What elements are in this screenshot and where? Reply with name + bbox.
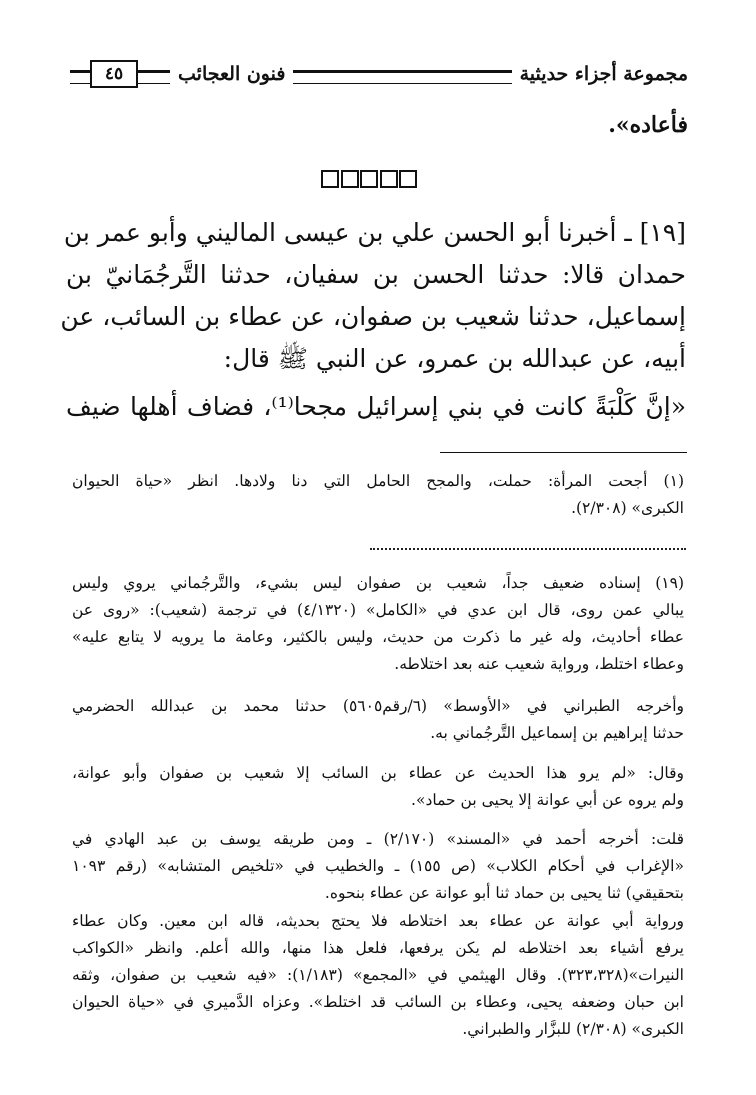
commentary-line: وقال: «لم يرو هذا الحديث عن عطاء بن السائب إلا شعيب بن صفوان وأبو عوانة،: [72, 764, 684, 782]
hadith-text: [60, 212, 686, 428]
dotted-separator: [370, 548, 686, 550]
commentary-line: ابن حبان وضعفه يحيى، وعطاء بن السائب قد اختلط». وعزاه الدَّميري في «حياة الحيوان: [72, 993, 684, 1011]
separator-square: [380, 170, 398, 188]
commentary-line: الكبرى» (٢/٣٠٨) للبزَّار والطبراني.: [462, 1020, 684, 1038]
hadith-line: إسماعيل، حدثنا شعيب بن صفوان، عن عطاء بن السائب، عن: [60, 302, 686, 331]
commentary-line: يرفع أشياء بعد اختلاطه لم يكن يرفعها، فلعل هذا منها، والله أعلم. وانظر «الكواكب: [72, 939, 684, 957]
hadith-line: [١٩] ـ أخبرنا أبو الحسن علي بن عيسى الماليني وأبو عمر بن: [63, 218, 686, 247]
hadith-line: «إنَّ كَلْبَةً كانت في بني إسرائيل مجحا⁽¹⁾، فضاف أهلها ضيف: [66, 392, 686, 421]
separator-square: [360, 170, 378, 188]
commentary-line: وعطاء اختلط، ورواية شعيب عنه بعد اختلاطه.: [394, 655, 684, 673]
footnote-line: (١) أجحت المرأة: حملت، والمجح الحامل التي دنا ولادها. انظر «حياة الحيوان: [72, 472, 684, 490]
section-separator: [321, 170, 417, 190]
commentary-line: بتحقيقي) ثنا يحيى بن حماد ثنا أبو عوانة عن عطاء بنحوه.: [324, 884, 684, 902]
commentary-line: النيرات»(٣٢٣،٣٢٨). وقال الهيثمي في «المجمع» (١/١٨٣): «فيه شعيب بن صفوان، وثقه: [72, 966, 684, 984]
footnote-line: الكبرى» (٢/٣٠٨).: [571, 499, 684, 517]
commentary-line: قلت: أخرجه أحمد في «المسند» (٢/١٧٠) ـ ومن طريقه يوسف بن عبد الهادي في: [72, 830, 684, 848]
previous-hadith-tail: فأعاده».: [608, 112, 688, 138]
separator-square: [321, 170, 339, 188]
commentary-line: (١٩) إسناده ضعيف جداً، شعيب بن صفوان ليس بشيء، والتَّرجُماني يروي وليس: [72, 574, 684, 592]
footnote-1: [72, 468, 684, 522]
section-title: فنون العجائب: [170, 58, 293, 90]
commentary-paragraph-1: [72, 570, 684, 678]
commentary-line: ولم يروه عن أبي عوانة إلا يحيى بن حماد».: [411, 791, 684, 809]
hadith-line: حمدان قالا: حدثنا الحسن بن سفيان، حدثنا التَّرجُمَانيّ بن: [66, 260, 686, 289]
hadith-line: أبيه، عن عبدالله بن عمرو، عن النبي ﷺ قال:: [223, 344, 686, 373]
separator-square: [341, 170, 359, 188]
commentary-paragraph-5: [72, 908, 684, 1043]
running-header: [70, 58, 688, 90]
commentary-paragraph-3: [72, 760, 684, 814]
book-title: مجموعة أجزاء حديثية: [512, 58, 688, 90]
commentary-line: يبالي عمن روى، قال ابن عدي في «الكامل» (٤/١٣٢٠) في ترجمة (شعيب): «روى عن: [72, 601, 684, 619]
commentary-line: حدثنا إبراهيم بن إسماعيل التَّرجُماني به.: [430, 724, 684, 742]
separator-square: [399, 170, 417, 188]
footnote-rule: [440, 452, 687, 453]
commentary-line: «الإغراب في أحكام الكلاب» (ص ١٥٥) ـ والخطيب في «تلخيص المتشابه» (رقم ١٠٩٣: [72, 857, 684, 875]
commentary-paragraph-2: [72, 693, 684, 747]
commentary-line: وأخرجه الطبراني في «الأوسط» (٦/رقم٥٦٠٥) حدثنا محمد بن عبدالله الحضرمي: [72, 697, 684, 715]
commentary-line: عطاء أحاديث، وله غير ما ذكرت من حديث، وليس بالكثير، وعامة ما يرويه لا يتابع عليه»: [72, 628, 684, 646]
commentary-line: ورواية أبي عوانة عن عطاء بعد اختلاطه فلا يحتج بحديثه، قاله ابن معين. وكان عطاء: [72, 912, 684, 930]
page-number: ٤٥: [90, 60, 138, 88]
commentary-paragraph-4: [72, 826, 684, 907]
